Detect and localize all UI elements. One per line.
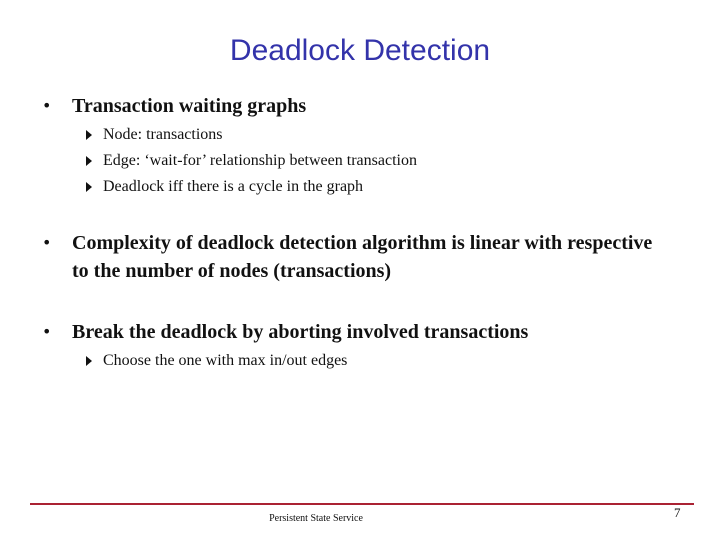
footer-divider <box>30 503 694 505</box>
bullet-icon: • <box>42 96 52 115</box>
page-number: 7 <box>674 505 681 520</box>
bullet-text: Transaction waiting graphs <box>72 95 307 117</box>
triangle-bullet-icon <box>86 356 92 366</box>
triangle-bullet-icon <box>86 130 92 140</box>
triangle-bullet-icon <box>86 182 92 192</box>
footer-text: Persistent State Service <box>269 513 363 524</box>
sub-bullet-text: Choose the one with max in/out edges <box>103 352 348 369</box>
sub-bullet-text: Node: transactions <box>103 126 223 143</box>
bullet-text: Break the deadlock by aborting involved transactions <box>72 321 529 343</box>
bullet-icon: • <box>42 233 52 252</box>
triangle-bullet-icon <box>86 156 92 166</box>
sub-bullet-text: Edge: ‘wait-for’ relationship between transaction <box>103 152 417 169</box>
bullet-icon: • <box>42 322 52 341</box>
bullet-text: Complexity of deadlock detection algorithm is linear with respective to the number of nodes (transactions) <box>72 232 653 282</box>
slide-title: Deadlock Detection <box>229 34 491 67</box>
sub-bullet-text: Deadlock iff there is a cycle in the graph <box>103 178 364 195</box>
